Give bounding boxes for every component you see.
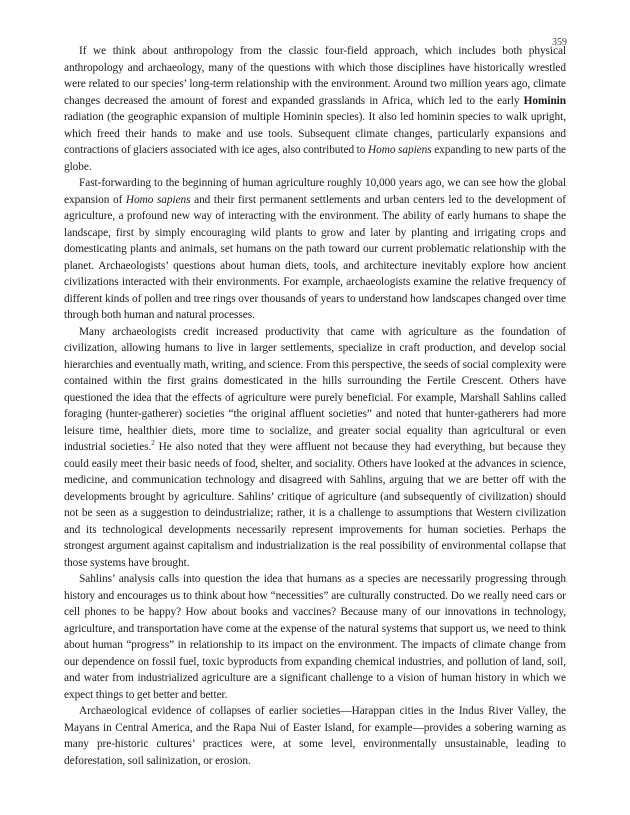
body-text xyxy=(64,43,566,769)
paragraph-text: Fast-forwarding to the beginning of human agriculture roughly 10,000 years ago, we can see how the global expansion of xyxy=(64,177,566,206)
species-name-italic: Homo sapiens xyxy=(125,193,191,206)
paragraph-four-field-approach xyxy=(64,43,566,175)
footnote-marker[interactable]: 2 xyxy=(151,439,155,448)
key-term-hominin: Hominin xyxy=(523,94,566,107)
paragraph-text: He also noted that they were affluent not because they had everything, but because they could easily meet their basic needs of food, shelter, and sociality. Others have looked at the advances in science, medicine, and communication technology and disagreed with Sahlins, arguing that we are better off with the developments brought by agriculture. Sahlins’ critique of agriculture (and subsequently of civilization) should not be seen as a suggestion to deindustrialize; rather, it is a challenge to assumptions that Western civilization and its technological developments necessarily represent improvements for human societies. Perhaps the strongest argument against capitalism and industrialization is the real possibility of environmental collapse that those systems have brought. xyxy=(64,441,566,569)
paragraph-sahlins-analysis: Sahlins’ analysis calls into question the idea that humans as a species are necessarily progressing through history and encourages us to think about how “necessities” are culturally constructed. Do we really need cars or cell phones to be happy? How about books and vaccines? Because many of our innovations in technology, agriculture, and transportation have come at the expense of the natural systems that support us, we need to think about human “progress” in relationship to its impact on the environment. The impacts of climate change from our dependence on fossil fuel, toxic byproducts from expanding chemical industries, and pollution of land, soil, and water from industrialized agriculture are a significant challenge to a vision of human history in which we expect things to get better and better. xyxy=(64,573,566,701)
paragraph-text: If we think about anthropology from the classic four-field approach, which includes both physical anthropology and archaeology, many of the questions with which those disciplines have historically wrestled were related to our species’ long-term relationship with the environment. Around two million years ago, climate changes decreased the amount of forest and expanded grasslands in Africa, which led to the early xyxy=(64,45,566,107)
paragraph-collapses: Archaeological evidence of collapses of earlier societies—Harappan cities in the Indus River Valley, the Mayans in Central America, and the Rapa Nui of Easter Island, for example—provides a sobering warning as many pre-historic cultures’ practices were, at some level, environmentally unsustainable, leading to deforestation, soil salinization, or erosion. xyxy=(64,705,566,767)
paragraph-text: and their first permanent settlements and urban centers led to the development of agriculture, a profound new way of interacting with the environment. The ability of early humans to shape the landscape, first by simply encouraging wild plants to grow and later by planting and irrigating crops and domesticating plants and animals, set humans on the path toward our current problematic relationship with the planet. Archaeologists’ questions about human diets, tools, and architecture inevitably explore how ancient civilizations interacted with their environments. For example, archaeologists examine the relative frequency of different kinds of pollen and tree rings over thousands of years to understand how landscapes changed over time through both human and natural processes. xyxy=(64,193,566,321)
paragraph-text: Many archaeologists credit increased productivity that came with agriculture as the foundation of civilization, allowing humans to live in larger settlements, specialize in craft production, and develop social hierarchies and eventually math, writing, and science. From this perspective, the seeds of social complexity were contained within the first grains domesticated in the hills surrounding the Fertile Crescent. Others have questioned the idea that the effects of agriculture were purely beneficial. For example, Marshall Sahlins called foraging (hunter-gatherer) societies “the original affluent societies” and noted that hunter-gatherers had more leisure time, healthier diets, more time to socialize, and greater social equality than agricultural or even industrial societies. xyxy=(64,325,566,453)
page-number: 359 xyxy=(552,37,567,48)
species-name-italic: Homo sapiens xyxy=(368,144,432,156)
paragraph-agriculture xyxy=(64,175,566,324)
paragraph-productivity xyxy=(64,324,566,572)
paragraph-text: expanding to new parts of the globe. xyxy=(64,144,567,173)
paragraph-text: radiation (the geographic expansion of multiple Hominin species). It also led hominin species to walk upright, which freed their hands to make and use tools. Subsequent climate changes, particularly expansions and contractions of glaciers associated with ice ages, also contributed to xyxy=(64,111,566,156)
